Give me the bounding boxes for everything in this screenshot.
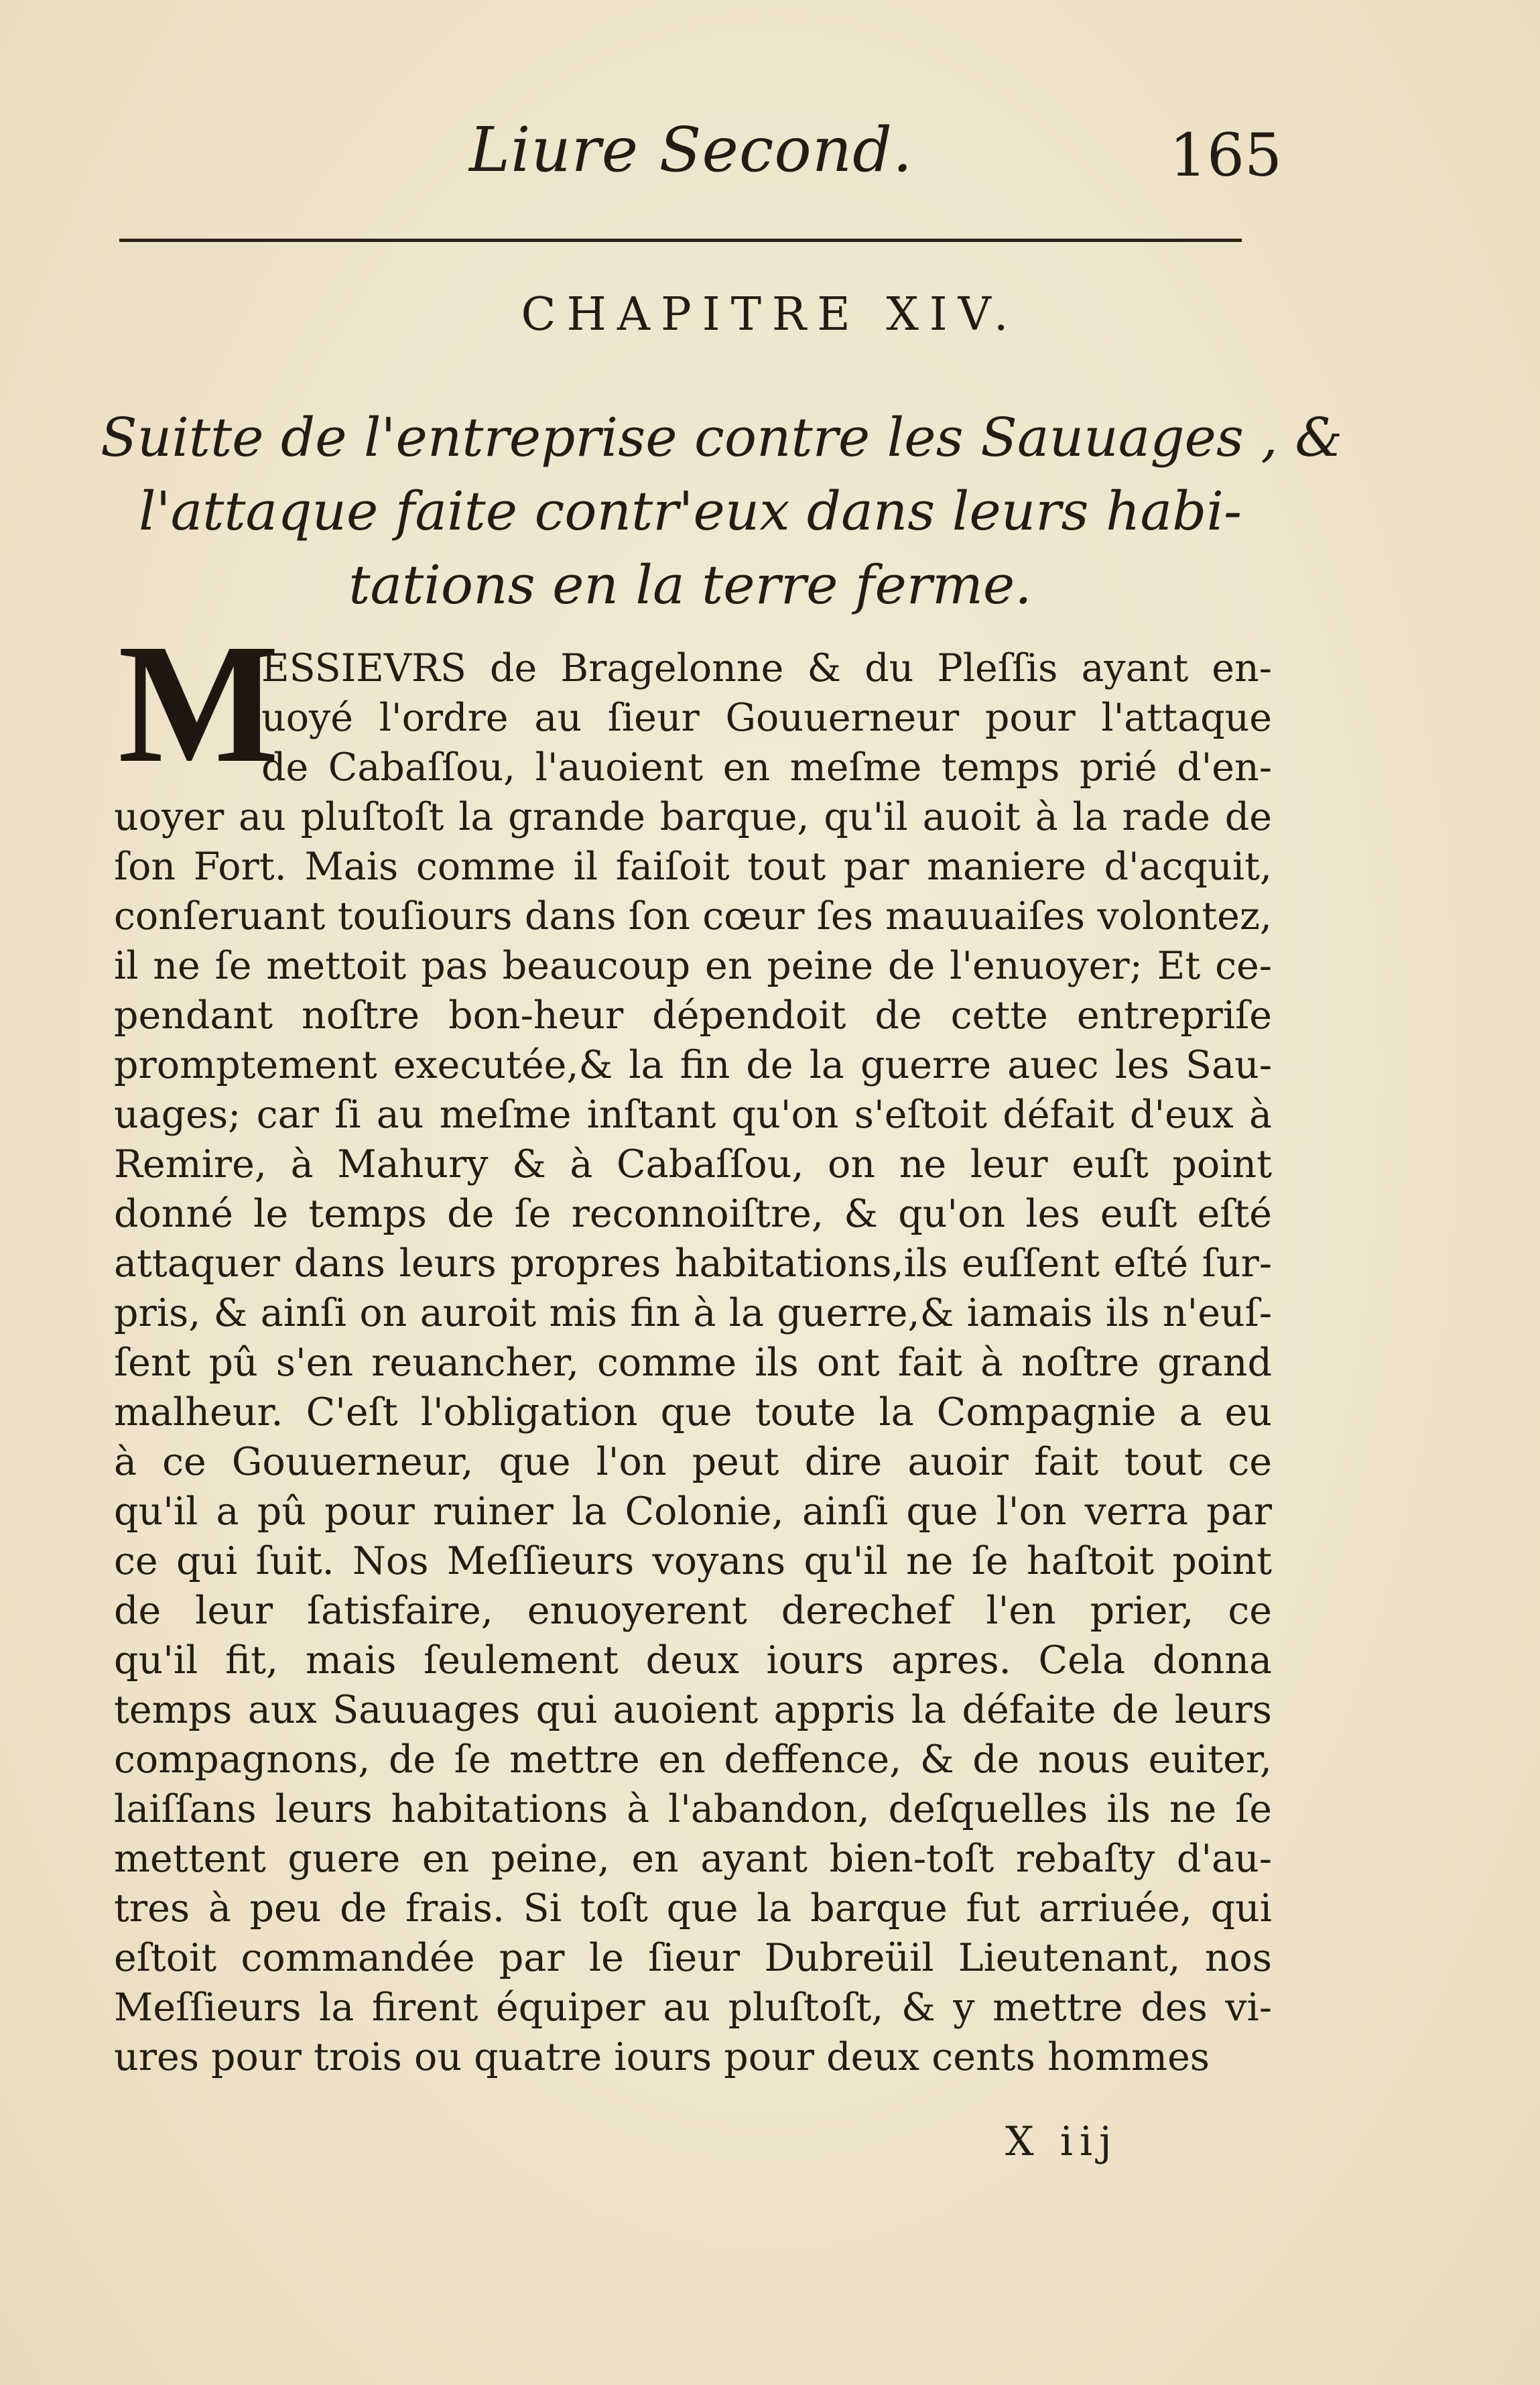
text-line: Meſſieurs la firent équiper au pluſtoſt, & y mettre des vi-: [114, 1985, 1272, 2030]
text-line: qu'il fit, mais ſeulement deux iours apres. Cela donna: [114, 1638, 1272, 1683]
text-line: conſeruant touſiours dans ſon cœur ſes mauuaiſes volontez,: [114, 894, 1272, 938]
text-line: eſtoit commandée par le ſieur Dubreüil Lieutenant, nos: [114, 1936, 1272, 1980]
text-line: mettent guere en peine, en ayant bien-toſt rebaſty d'au-: [114, 1837, 1272, 1881]
subtitle-line: tations en la terre ferme.: [348, 554, 1032, 616]
text-line: de Cabaſſou, l'auoient en meſme temps prié d'en-: [261, 745, 1272, 790]
running-head: Liure Second.: [469, 114, 913, 186]
text-line: promptement executée,& la fin de la guerre auec les Sau-: [114, 1043, 1272, 1087]
text-line: attaquer dans leurs propres habitations,ils euſſent eſté ſur-: [114, 1241, 1272, 1286]
text-line: uoyer au pluſtoſt la grande barque, qu'il auoit à la rade de: [114, 795, 1272, 839]
text-line: pendant noſtre bon-heur dépendoit de cette entrepriſe: [114, 993, 1272, 1038]
text-line: il ne ſe mettoit pas beaucoup en peine de l'enuoyer; Et ce-: [114, 944, 1272, 988]
text-line: laiſſans leurs habitations à l'abandon, deſquelles ils ne ſe: [114, 1787, 1272, 1831]
chapter-title: CHAPITRE XIV.: [521, 288, 1019, 341]
text-line: de leur ſatisfaire, enuoyerent derechef l'en prier, ce: [114, 1589, 1272, 1633]
text-line: ſon Fort. Mais comme il faiſoit tout par maniere d'acquit,: [114, 845, 1272, 889]
header-rule: [119, 239, 1242, 242]
text-line: ESSIEVRS de Bragelonne & du Pleſſis ayant en-: [261, 646, 1272, 690]
signature-mark: X iij: [1005, 2118, 1118, 2165]
text-line: tres à peu de frais. Si toſt que la barque fut arriuée, qui: [114, 1886, 1272, 1931]
text-line: à ce Gouuerneur, que l'on peut dire auoir fait tout ce: [114, 1440, 1272, 1484]
text-line: compagnons, de ſe mettre en deffence, & de nous euiter,: [114, 1737, 1272, 1782]
text-line: temps aux Sauuages qui auoient appris la défaite de leurs: [114, 1688, 1272, 1732]
text-line: Remire, à Mahury & à Cabaſſou, on ne leur euſt point: [114, 1142, 1272, 1186]
subtitle-line: Suitte de l'entreprise contre les Sauuages , &: [101, 406, 1343, 469]
drop-cap: M: [118, 609, 279, 798]
text-line: ſent pû s'en reuancher, comme ils ont fait à noſtre grand: [114, 1341, 1272, 1385]
chapter-subtitle: [101, 401, 1343, 622]
subtitle-line: l'attaque faite contr'eux dans leurs habi-: [138, 480, 1242, 542]
text-line: qu'il a pû pour ruiner la Colonie, ainſi que l'on verra par: [114, 1489, 1272, 1534]
body-text: [114, 644, 1272, 2082]
text-line: malheur. C'eſt l'obligation que toute la Compagnie a eu: [114, 1390, 1272, 1434]
text-line: pris, & ainſi on auroit mis fin à la guerre,& iamais ils n'euſ-: [114, 1291, 1272, 1335]
text-line: uages; car ſi au meſme inſtant qu'on s'eſtoit défait d'eux à: [114, 1093, 1272, 1137]
page-number: 165: [1169, 121, 1282, 190]
text-line: donné le temps de ſe reconnoiſtre, & qu'on les euſt eſté: [114, 1192, 1272, 1236]
text-line: ce qui ſuit. Nos Meſſieurs voyans qu'il ne ſe haſtoit point: [114, 1539, 1272, 1583]
text-line: uoyé l'ordre au ſieur Gouuerneur pour l'attaque: [261, 696, 1272, 740]
text-line: ures pour trois ou quatre iours pour deux cents hommes: [114, 2035, 1210, 2079]
